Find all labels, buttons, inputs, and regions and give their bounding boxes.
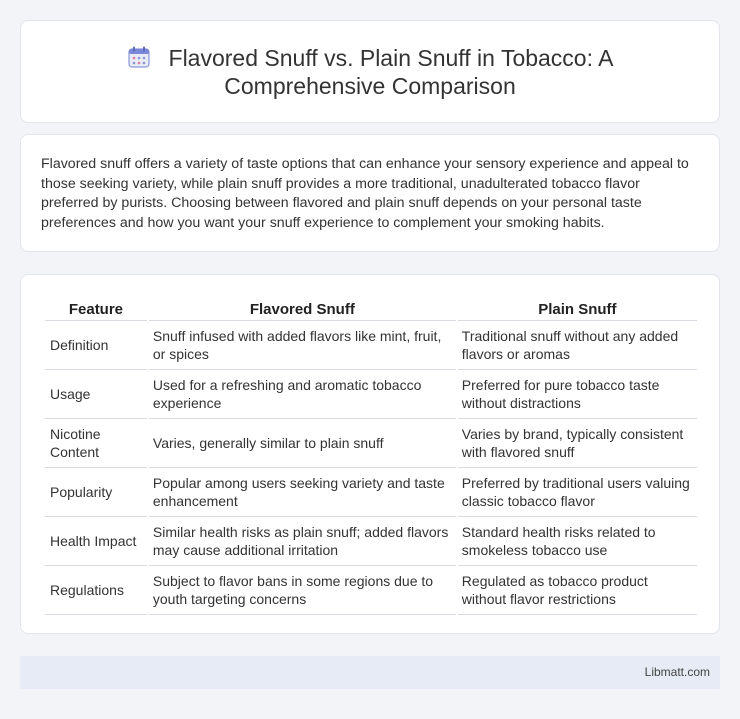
table-row [45,419,697,468]
feature-cell: Usage [45,370,147,419]
flavored-cell: Snuff infused with added flavors like mint, fruit, or spices [149,321,456,370]
header-feature: Feature [45,295,147,321]
intro-card [20,134,720,252]
table-row [45,468,697,517]
table-row [45,517,697,566]
feature-cell: Definition [45,321,147,370]
calendar-icon [127,45,151,69]
footer [20,656,720,689]
feature-cell: Popularity [45,468,147,517]
feature-cell: Nicotine Content [45,419,147,468]
plain-cell: Preferred for pure tobacco taste without distractions [458,370,697,419]
page-title-wrap [51,44,689,100]
page-title: Flavored Snuff vs. Plain Snuff in Tobacco: A Comprehensive Comparison [168,44,614,99]
intro-paragraph: Flavored snuff offers a variety of taste options that can enhance your sensory experience and appeal to those seeking variety, while plain snuff provides a more traditional, unadulterated tobacco flavor preferred by purists. Choosing between flavored and plain snuff depends on your personal taste preferences and how you want your snuff experience to complement your smoking habits. [41,156,689,231]
comparison-card [20,274,720,634]
flavored-cell: Similar health risks as plain snuff; added flavors may cause additional irritation [149,517,456,566]
flavored-cell: Varies, generally similar to plain snuff [149,419,456,468]
table-header-row [45,295,697,321]
flavored-cell: Used for a refreshing and aromatic tobacco experience [149,370,456,419]
plain-cell: Regulated as tobacco product without flavor restrictions [458,566,697,615]
plain-cell: Preferred by traditional users valuing classic tobacco flavor [458,468,697,517]
table-row [45,370,697,419]
feature-cell: Regulations [45,566,147,615]
flavored-cell: Subject to flavor bans in some regions due to youth targeting concerns [149,566,456,615]
table-row [45,321,697,370]
header-flavored-snuff: Flavored Snuff [149,295,456,321]
plain-cell: Standard health risks related to smokeless tobacco use [458,517,697,566]
table-row [45,566,697,615]
plain-cell: Varies by brand, typically consistent with flavored snuff [458,419,697,468]
feature-cell: Health Impact [45,517,147,566]
comparison-table [43,295,699,615]
header-plain-snuff: Plain Snuff [458,295,697,321]
plain-cell: Traditional snuff without any added flavors or aromas [458,321,697,370]
footer-site-link[interactable]: Libmatt.com [644,665,710,679]
title-card [20,20,720,123]
flavored-cell: Popular among users seeking variety and taste enhancement [149,468,456,517]
